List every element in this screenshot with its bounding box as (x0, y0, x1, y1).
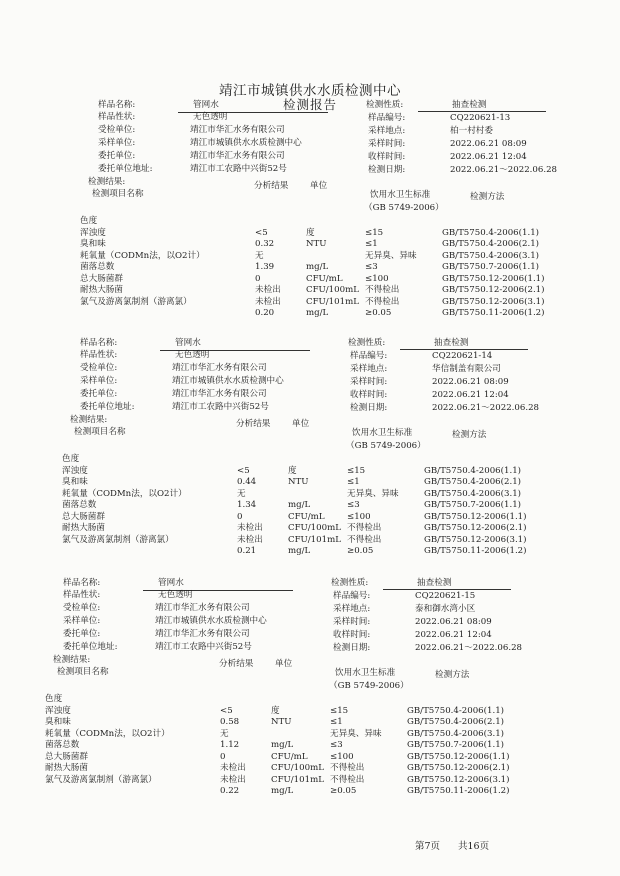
cell-item: 耐热大肠菌 (45, 763, 88, 773)
cell-result: <5 (220, 705, 233, 716)
cell-item: 臭和味 (80, 239, 106, 249)
cell-std: ≥0.05 (330, 786, 357, 796)
value-test-date: 2022.06.21～2022.06.28 (450, 165, 558, 175)
cell-unit: CFU/101mL (271, 774, 324, 785)
label-entrust-address: 委托单位地址: (80, 402, 135, 412)
cell-result: <5 (237, 465, 250, 476)
cell-method: GB/T5750.7-2006(1.1) (442, 262, 540, 272)
label-client: 受检单位: (63, 603, 101, 613)
cell-item: 色度 (62, 454, 80, 464)
label-sample-name: 样品名称: (63, 578, 101, 588)
label-sampler: 采样单位: (98, 138, 136, 148)
col-header-standard-code: （GB 5749-2006） (364, 203, 444, 213)
cell-unit: mg/L (271, 786, 294, 796)
cell-std: 无异臭、异味 (347, 488, 399, 499)
label-client: 受检单位: (80, 363, 118, 373)
cell-std: ≤3 (330, 740, 343, 750)
label-sample-name: 样品名称: (80, 338, 118, 348)
cell-result: 0 (255, 273, 261, 284)
label-test-nature: 检测性质: (331, 578, 369, 588)
value-client: 靖江市华汇水务有限公司 (190, 125, 285, 135)
cell-result: 0.58 (220, 717, 240, 727)
value-sample-no: CQ220621-13 (450, 113, 511, 123)
page-total: 共16页 (458, 841, 490, 852)
label-receive-time: 收样时间: (368, 152, 406, 162)
cell-method: GB/T5750.12-2006(3.1) (424, 534, 527, 545)
label-receive-time: 收样时间: (333, 630, 371, 640)
cell-result: 1.39 (255, 262, 275, 272)
label-entrust: 委托单位: (63, 629, 101, 639)
cell-item: 浑浊度 (62, 465, 88, 476)
cell-method: GB/T5750.7-2006(1.1) (407, 740, 505, 750)
cell-method: GB/T5750.4-2006(1.1) (424, 465, 522, 476)
cell-unit: CFU/mL (288, 511, 325, 522)
cell-item: 总大肠菌群 (62, 511, 105, 522)
cell-method: GB/T5750.11-2006(1.2) (424, 546, 527, 556)
label-entrust: 委托单位: (80, 389, 118, 399)
cell-method: GB/T5750.12-2006(2.1) (407, 763, 510, 773)
value-sample-time: 2022.06.21 08:09 (450, 139, 527, 149)
value-entrust-address: 靖江市工农路中兴街52号 (172, 402, 269, 412)
cell-unit: 度 (288, 465, 297, 476)
col-header-standard: 饮用水卫生标准 (335, 668, 396, 678)
label-result: 检测结果: (70, 415, 108, 425)
value-sample-no: CQ220621-14 (432, 351, 493, 361)
value-sample-site: 柏一村村委 (450, 126, 493, 136)
underline (400, 349, 528, 350)
label-sample-no: 样品编号: (333, 591, 371, 601)
cell-item: 耐热大肠菌 (80, 285, 123, 295)
cell-std: ≥0.05 (347, 546, 374, 556)
cell-method: GB/T5750.4-2006(3.1) (424, 488, 522, 499)
value-test-date: 2022.06.21～2022.06.28 (415, 643, 523, 653)
label-test-date: 检测日期: (333, 643, 371, 653)
cell-std: 不得检出 (365, 285, 400, 295)
cell-item: 耗氧量（CODMn法，以O2计） (62, 488, 187, 499)
cell-method: GB/T5750.12-2006(3.1) (442, 296, 545, 307)
value-sampler: 靖江市城镇供水水质检测中心 (190, 138, 302, 148)
value-sample-name: 管网水 (193, 100, 219, 110)
cell-std: 不得检出 (365, 296, 400, 307)
label-entrust: 委托单位: (98, 151, 136, 161)
cell-method: GB/T5750.12-2006(2.1) (424, 523, 527, 533)
col-header-standard-code: （GB 5749-2006） (329, 681, 409, 691)
label-client: 受检单位: (98, 125, 136, 135)
cell-std: 不得检出 (330, 763, 365, 773)
label-entrust-address: 委托单位地址: (63, 642, 118, 652)
cell-unit: NTU (288, 477, 309, 487)
label-item-name: 检测项目名称 (92, 189, 144, 199)
cell-item: 耗氧量（CODMn法，以O2计） (45, 728, 170, 739)
label-result: 检测结果: (88, 177, 126, 187)
cell-item: 浑浊度 (80, 227, 106, 238)
cell-item: 菌落总数 (80, 262, 115, 272)
cell-method: GB/T5750.4-2006(2.1) (407, 717, 505, 727)
cell-std: ≤1 (330, 717, 343, 727)
cell-std: ≤3 (347, 500, 360, 510)
label-test-date: 检测日期: (368, 165, 406, 175)
value-sample-nature: 无色透明 (158, 590, 193, 600)
col-header-result: 分析结果 (219, 659, 254, 669)
sample-section-1 (0, 100, 620, 360)
cell-result: 无 (220, 728, 229, 739)
label-sample-no: 样品编号: (350, 351, 388, 361)
cell-result: 未检出 (255, 296, 281, 307)
value-sample-no: CQ220621-15 (415, 591, 476, 601)
cell-item: 总大肠菌群 (80, 273, 123, 284)
cell-result: 0.44 (237, 477, 257, 487)
sample-section-3 (0, 578, 585, 838)
label-sampler: 采样单位: (80, 376, 118, 386)
cell-item: 总大肠菌群 (45, 751, 88, 762)
label-entrust-address: 委托单位地址: (98, 164, 153, 174)
report-title: 检测报告 (282, 97, 337, 112)
cell-method: GB/T5750.4-2006(3.1) (442, 250, 540, 261)
cell-unit: NTU (306, 239, 327, 249)
col-header-standard: 饮用水卫生标准 (370, 190, 431, 200)
cell-std: 不得检出 (347, 534, 382, 545)
label-sample-nature: 样品性状: (63, 590, 101, 600)
cell-result: 0.20 (255, 308, 275, 318)
col-header-unit: 单位 (275, 659, 293, 669)
cell-method: GB/T5750.4-2006(2.1) (424, 477, 522, 487)
cell-item: 色度 (80, 216, 98, 226)
col-header-unit: 单位 (310, 181, 328, 191)
col-header-method: 检测方法 (470, 192, 505, 202)
cell-unit: mg/L (306, 308, 329, 318)
cell-result: <5 (255, 227, 268, 238)
value-sample-name: 管网水 (175, 338, 201, 348)
label-sample-no: 样品编号: (368, 113, 406, 123)
label-sample-site: 采样地点: (368, 126, 406, 136)
cell-std: 不得检出 (330, 774, 365, 785)
cell-unit: CFU/100mL (271, 763, 324, 773)
cell-item: 耐热大肠菌 (62, 523, 105, 533)
label-item-name: 检测项目名称 (57, 667, 109, 677)
value-sample-nature: 无色透明 (193, 112, 228, 122)
label-test-nature: 检测性质: (348, 338, 386, 348)
value-entrust-address: 靖江市工农路中兴街52号 (155, 642, 252, 652)
value-sample-name: 管网水 (158, 578, 184, 588)
cell-item: 臭和味 (45, 717, 71, 727)
value-test-nature: 抽查检测 (417, 578, 452, 588)
value-entrust: 靖江市华汇水务有限公司 (190, 151, 285, 161)
cell-method: GB/T5750.4-2006(2.1) (442, 239, 540, 249)
cell-method: GB/T5750.11-2006(1.2) (407, 786, 510, 796)
cell-unit: mg/L (288, 546, 311, 556)
cell-result: 无 (255, 250, 264, 261)
value-entrust: 靖江市华汇水务有限公司 (155, 629, 250, 639)
cell-std: ≤3 (365, 262, 378, 272)
cell-item: 臭和味 (62, 477, 88, 487)
col-header-unit: 单位 (292, 419, 310, 429)
col-header-method: 检测方法 (452, 430, 487, 440)
cell-item: 色度 (45, 694, 63, 704)
label-test-date: 检测日期: (350, 403, 388, 413)
cell-result: 未检出 (255, 285, 281, 295)
cell-unit: mg/L (271, 740, 294, 750)
cell-result: 未检出 (220, 763, 246, 773)
cell-method: GB/T5750.12-2006(3.1) (407, 774, 510, 785)
cell-std: ≤1 (347, 477, 360, 487)
label-sample-site: 采样地点: (350, 364, 388, 374)
value-sample-nature: 无色透明 (175, 350, 210, 360)
cell-result: 0.22 (220, 786, 240, 796)
label-item-name: 检测项目名称 (74, 427, 126, 437)
cell-std: ≤100 (330, 751, 354, 762)
value-client: 靖江市华汇水务有限公司 (155, 603, 250, 613)
label-sample-time: 采样时间: (350, 377, 388, 387)
cell-method: GB/T5750.11-2006(1.2) (442, 308, 545, 318)
label-result: 检测结果: (53, 655, 91, 665)
cell-method: GB/T5750.7-2006(1.1) (424, 500, 522, 510)
value-sampler: 靖江市城镇供水水质检测中心 (172, 376, 284, 386)
cell-unit: mg/L (288, 500, 311, 510)
cell-result: 未检出 (237, 534, 263, 545)
sample-section-2 (0, 338, 602, 598)
label-sampler: 采样单位: (63, 616, 101, 626)
value-sampler: 靖江市城镇供水水质检测中心 (155, 616, 267, 626)
cell-result: 未检出 (237, 523, 263, 533)
cell-method: GB/T5750.4-2006(1.1) (407, 705, 505, 716)
label-receive-time: 收样时间: (350, 390, 388, 400)
value-entrust: 靖江市华汇水务有限公司 (172, 389, 267, 399)
cell-method: GB/T5750.12-2006(1.1) (442, 273, 545, 284)
cell-item: 浑浊度 (45, 705, 71, 716)
underline (418, 111, 546, 112)
col-header-standard: 饮用水卫生标准 (352, 428, 413, 438)
cell-item: 耗氧量（CODMn法，以O2计） (80, 250, 205, 261)
cell-std: ≤1 (365, 239, 378, 249)
cell-item: 菌落总数 (45, 740, 80, 750)
cell-std: ≥0.05 (365, 308, 392, 318)
cell-unit: 度 (306, 227, 315, 238)
cell-item: 氯气及游离氯制剂（游离氯） (80, 296, 192, 307)
value-test-nature: 抽查检测 (452, 100, 487, 110)
label-sample-nature: 样品性状: (80, 350, 118, 360)
cell-method: GB/T5750.12-2006(1.1) (407, 751, 510, 762)
value-receive-time: 2022.06.21 12:04 (415, 630, 492, 640)
cell-result: 0 (237, 511, 243, 522)
col-header-method: 检测方法 (435, 670, 470, 680)
value-sample-time: 2022.06.21 08:09 (432, 377, 509, 387)
value-test-date: 2022.06.21～2022.06.28 (432, 403, 540, 413)
underline (383, 589, 511, 590)
cell-method: GB/T5750.12-2006(1.1) (424, 511, 527, 522)
cell-std: ≤100 (347, 511, 371, 522)
cell-std: 不得检出 (347, 523, 382, 533)
value-sample-site: 华信制盖有限公司 (432, 364, 501, 374)
cell-item: 氯气及游离氯制剂（游离氯） (45, 774, 157, 785)
cell-unit: 度 (271, 705, 280, 716)
cell-method: GB/T5750.4-2006(1.1) (442, 227, 540, 238)
cell-unit: CFU/mL (306, 273, 343, 284)
col-header-result: 分析结果 (236, 419, 271, 429)
cell-unit: mg/L (306, 262, 329, 272)
cell-std: 无异臭、异味 (365, 250, 417, 261)
page-number: 第7页 (415, 841, 441, 852)
value-sample-site: 泰和御水湾小区 (415, 604, 476, 614)
cell-result: 无 (237, 488, 246, 499)
cell-result: 0 (220, 751, 226, 762)
label-sample-time: 采样时间: (368, 139, 406, 149)
value-client: 靖江市华汇水务有限公司 (172, 363, 267, 373)
col-header-standard-code: （GB 5749-2006） (346, 441, 426, 451)
cell-unit: NTU (271, 717, 292, 727)
cell-method: GB/T5750.12-2006(2.1) (442, 285, 545, 295)
cell-unit: CFU/100mL (306, 285, 359, 295)
cell-std: ≤100 (365, 273, 389, 284)
cell-unit: CFU/mL (271, 751, 308, 762)
value-test-nature: 抽查检测 (434, 338, 469, 348)
cell-result: 1.12 (220, 740, 240, 750)
cell-method: GB/T5750.4-2006(3.1) (407, 728, 505, 739)
cell-std: 无异臭、异味 (330, 728, 382, 739)
cell-result: 0.32 (255, 239, 275, 249)
value-receive-time: 2022.06.21 12:04 (450, 152, 527, 162)
cell-std: ≤15 (365, 227, 384, 238)
value-receive-time: 2022.06.21 12:04 (432, 390, 509, 400)
col-header-result: 分析结果 (254, 181, 289, 191)
value-entrust-address: 靖江市工农路中兴街52号 (190, 164, 287, 174)
label-sample-name: 样品名称: (98, 100, 136, 110)
org-title: 靖江市城镇供水水质检测中心 (219, 83, 401, 99)
cell-std: ≤15 (330, 705, 349, 716)
cell-result: 0.21 (237, 546, 257, 556)
cell-unit: CFU/101mL (288, 534, 341, 545)
cell-item: 菌落总数 (62, 500, 97, 510)
label-sample-nature: 样品性状: (98, 112, 136, 122)
cell-item: 氯气及游离氯制剂（游离氯） (62, 534, 174, 545)
value-sample-time: 2022.06.21 08:09 (415, 617, 492, 627)
cell-result: 1.34 (237, 500, 257, 510)
cell-result: 未检出 (220, 774, 246, 785)
label-test-nature: 检测性质: (366, 100, 404, 110)
label-sample-time: 采样时间: (333, 617, 371, 627)
label-sample-site: 采样地点: (333, 604, 371, 614)
cell-std: ≤15 (347, 465, 366, 476)
cell-unit: CFU/100mL (288, 523, 341, 533)
cell-unit: CFU/101mL (306, 296, 359, 307)
